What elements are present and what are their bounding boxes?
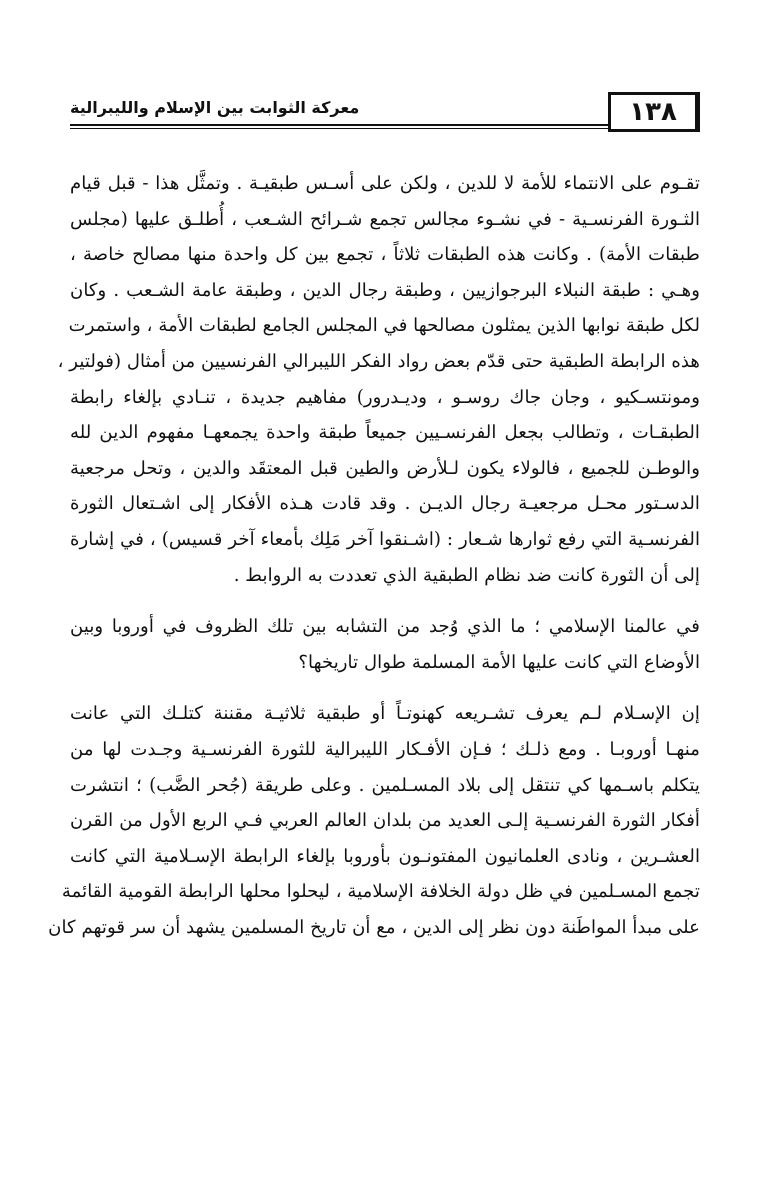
text-line: منهـا أوروبـا . ومع ذلـك ؛ فـإن الأفـكار الليبرالية للثورة الفرنسـية وجـدت لها من xyxy=(70,738,700,760)
text-line: الطبقـات ، وتطالب بجعل الفرنسـيين جميعاً طبقة واحدة يجمعهـا مفهوم الدين لله xyxy=(70,422,700,444)
text-line: إلى أن الثورة كانت ضد نظام الطبقية الذي تعددت به الروابط . xyxy=(233,564,700,586)
text-line: أفكار الثورة الفرنسـية إلـى العديد من بلدان العالم العربي فـي الربع الأول من القرن xyxy=(70,810,700,832)
text-line: الأوضاع التي كانت عليها الأمة المسلمة طوال تاريخها؟ xyxy=(298,651,700,673)
body-text xyxy=(48,166,700,945)
page-number-box xyxy=(608,92,700,132)
text-line: والوطـن للجميع ، فالولاء يكون لـلأرض والطين قبل المعتقَد والدين ، وتحل مرجعية xyxy=(70,457,700,479)
page-header xyxy=(70,92,700,136)
text-line: طبقات الأمة) . وكانت هذه الطبقات ثلاثاً ، تجمع بين كل واحدة منها مصالح خاصة ، xyxy=(70,244,700,266)
text-line: الدسـتور محـل مرجعيـة رجال الديـن . وقد قادت هـذه الأفكار إلى اشـتعال الثورة xyxy=(70,493,700,515)
text-line: على مبدأ المواطَنة دون نظر إلى الدين ، مع أن تاريخ المسلمين يشهد أن سر قوتهم كان xyxy=(48,916,700,938)
text-line: تقـوم على الانتماء للأمة لا للدين ، ولكن على أسـس طبقيـة . وتمثَّل هذا - قبل قيام xyxy=(70,173,700,194)
text-line: في عالمنا الإسلامي ؛ ما الذي وُجد من التشابه بين تلك الظروف في أوروبا وبين xyxy=(70,616,700,638)
text-line: يتكلم باسـمها كي تنتقل إلى بلاد المسـلمين . وعلى طريقة (جُحر الضَّب) ؛ انتشرت xyxy=(70,774,700,796)
text-line: لكل طبقة نوابها الذين يمثلون مصالحها في المجلس الجامع لطبقات الأمة ، واستمرت xyxy=(68,315,700,337)
text-line: هذه الرابطة الطبقية حتى قدّم بعض رواد الفكر الليبرالي الفرنسيين من أمثال (فولتير ، xyxy=(57,350,700,372)
paragraph-3 xyxy=(48,696,700,945)
header-rule xyxy=(70,124,608,129)
text-line: العشـرين ، ونادى العلمانيون المفتونـون بأوروبا بإلغاء الرابطة الإسـلامية التي كانت xyxy=(70,845,700,867)
book-title: معركة الثوابت بين الإسلام والليبرالية xyxy=(70,98,360,117)
text-line: الفرنسـية التي رفع ثوارها شـعار : (اشـنقوا آخر مَلِك بأمعاء آخر قسيس) ، في إشارة xyxy=(70,528,700,550)
text-line: تجمع المسـلمين في ظل دولة الخلافة الإسلامية ، ليحلوا محلها الرابطة القومية القائمة xyxy=(61,881,700,903)
text-line: وهـي : طبقة النبلاء البرجوازيين ، وطبقة رجال الدين ، وطبقة عامة الشـعب . وكان xyxy=(70,279,700,301)
text-line: إن الإسـلام لـم يعرف تشـريعه كهنوتـاً أو طبقية ثلاثيـة مقننة كتلـك التي عانت xyxy=(70,703,700,725)
paragraph-1 xyxy=(57,166,700,593)
text-line: الثـورة الفرنسـية - في نشـوء مجالس تجمع شـرائح الشـعب ، أُطلـق عليها (مجلس xyxy=(70,208,700,230)
page-number: ١٣٨ xyxy=(629,97,677,127)
text-line: ومونتسـكيو ، وجان جاك روسـو ، وديـدرور) مفاهيم جديدة ، تنـادي بإلغاء رابطة xyxy=(70,386,700,408)
paragraph-2 xyxy=(70,609,700,680)
